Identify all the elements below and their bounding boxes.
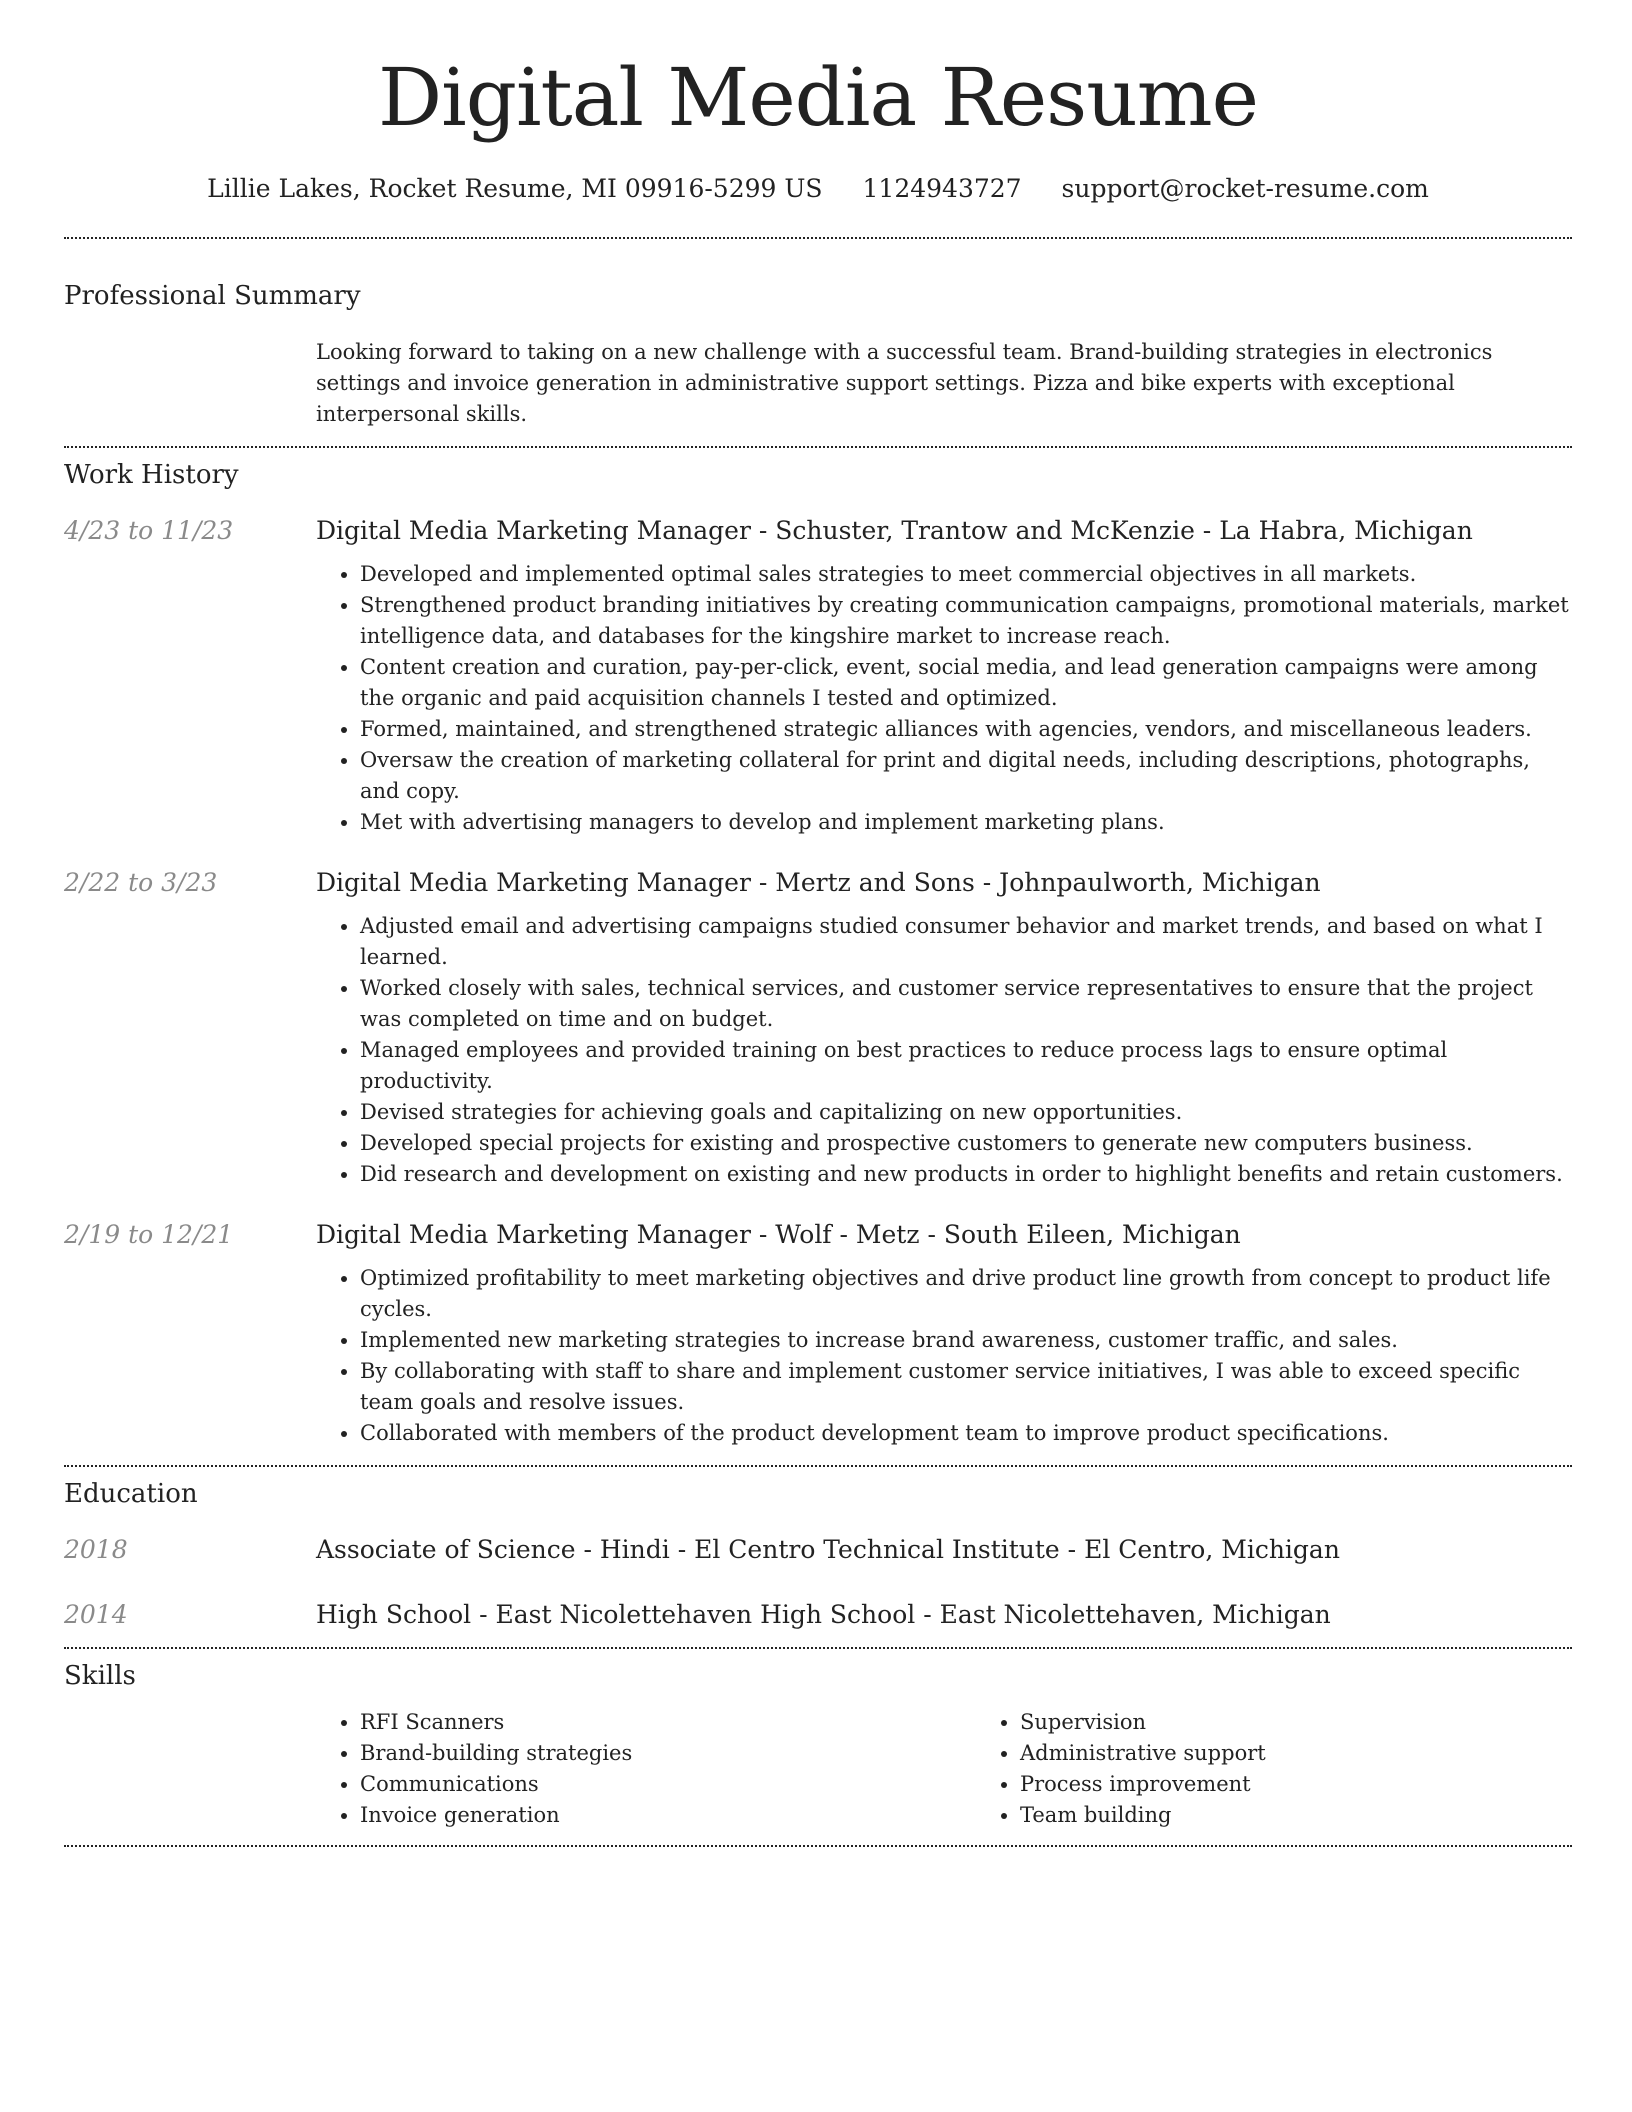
job-bullet: • Developed special projects for existing and prospective customers to generate new computers business. [360, 1128, 1572, 1159]
job-bullet: • Managed employees and provided training on best practices to reduce process lags to ensure optimal productivity. [360, 1035, 1572, 1097]
divider [64, 237, 1572, 239]
job-title: Digital Media Marketing Manager - Wolf - Metz - South Eileen, Michigan [316, 1220, 1241, 1249]
divider [64, 446, 1572, 448]
summary-row [64, 337, 1572, 430]
job-bullet: • By collaborating with staff to share and implement customer service initiatives, I was able to exceed specific team goals and resolve issues. [360, 1356, 1572, 1418]
section-heading-skills: Skills [64, 1661, 136, 1691]
job-dates: 4/23 to 11/23 [64, 516, 234, 545]
job-bullets [316, 911, 1572, 1190]
divider [64, 1845, 1572, 1847]
job-body [316, 516, 1572, 838]
skill-item: • Supervision [1020, 1707, 1632, 1738]
skills-list-right [976, 1707, 1632, 1831]
job-bullet: • Devised strategies for achieving goals and capitalizing on new opportunities. [360, 1097, 1572, 1128]
job-bullet: • Adjusted email and advertising campaigns studied consumer behavior and market trends, and based on what I learned. [360, 911, 1572, 973]
skill-item: • Administrative support [1020, 1738, 1632, 1769]
skills-row [64, 1707, 1572, 1831]
resume-page [64, 0, 1572, 1847]
contact-address: Lillie Lakes, Rocket Resume, MI 09916-5299 US [207, 174, 823, 203]
divider [64, 1465, 1572, 1467]
job-bullet: • Optimized profitability to meet marketing objectives and drive product line growth from concept to product life cycles. [360, 1263, 1572, 1325]
job-body [316, 1220, 1572, 1449]
skill-item: • Communications [360, 1769, 976, 1800]
job-title: Digital Media Marketing Manager - Schuster, Trantow and McKenzie - La Habra, Michigan [316, 516, 1473, 545]
job-bullet: • Oversaw the creation of marketing collateral for print and digital needs, including descriptions, photographs, and copy. [360, 745, 1572, 807]
education-text: High School - East Nicolettehaven High School - East Nicolettehaven, Michigan [316, 1600, 1331, 1629]
job-bullet: • Implemented new marketing strategies to increase brand awareness, customer traffic, and sales. [360, 1325, 1572, 1356]
skill-item: • Process improvement [1020, 1769, 1632, 1800]
job-body [316, 868, 1572, 1190]
job-bullets [316, 559, 1572, 838]
job-dates: 2/22 to 3/23 [64, 868, 218, 897]
job-entry [64, 516, 1572, 838]
job-bullet: • Formed, maintained, and strengthened strategic alliances with agencies, vendors, and miscellaneous leaders. [360, 714, 1572, 745]
job-bullet: • Developed and implemented optimal sales strategies to meet commercial objectives in all markets. [360, 559, 1572, 590]
job-entry [64, 1220, 1572, 1449]
skill-item: • Brand-building strategies [360, 1738, 976, 1769]
skill-item: • Team building [1020, 1800, 1632, 1831]
divider [64, 1647, 1572, 1649]
job-bullet: • Met with advertising managers to develop and implement marketing plans. [360, 807, 1572, 838]
education-year: 2018 [64, 1535, 128, 1564]
job-bullet: • Collaborated with members of the product development team to improve product specifications. [360, 1418, 1572, 1449]
job-bullet: • Strengthened product branding initiatives by creating communication campaigns, promotional materials, market intelligence data, and databases for the kingshire market to increase reach. [360, 590, 1572, 652]
contact-phone: 1124943727 [862, 174, 1022, 203]
education-year: 2014 [64, 1600, 128, 1629]
skill-item: • RFI Scanners [360, 1707, 976, 1738]
education-text: Associate of Science - Hindi - El Centro Technical Institute - El Centro, Michigan [316, 1535, 1340, 1564]
job-bullet: • Content creation and curation, pay-per-click, event, social media, and lead generation campaigns were among the organic and paid acquisition channels I tested and optimized. [360, 652, 1572, 714]
contact-line [64, 174, 1572, 203]
contact-email: support@rocket-resume.com [1061, 174, 1429, 203]
job-entry [64, 868, 1572, 1190]
job-dates: 2/19 to 12/21 [64, 1220, 234, 1249]
job-title: Digital Media Marketing Manager - Mertz and Sons - Johnpaulworth, Michigan [316, 868, 1321, 897]
skills-grid [316, 1707, 1632, 1831]
job-bullet: • Worked closely with sales, technical services, and customer service representatives to ensure that the project was completed on time and on budget. [360, 973, 1572, 1035]
summary-text: Looking forward to taking on a new challenge with a successful team. Brand-building strategies in electronics settings and invoice generation in administrative support settings. Pizza and bike experts with exceptional interpersonal skills. [316, 340, 1493, 426]
skill-item: • Invoice generation [360, 1800, 976, 1831]
section-heading-work: Work History [64, 460, 239, 490]
section-heading-education: Education [64, 1479, 198, 1509]
section-heading-summary: Professional Summary [64, 281, 361, 311]
education-entry [64, 1535, 1572, 1564]
job-bullets [316, 1263, 1572, 1449]
education-entry [64, 1600, 1572, 1629]
resume-title: Digital Media Resume [378, 51, 1258, 144]
skills-list-left [316, 1707, 976, 1831]
job-bullet: • Did research and development on existing and new products in order to highlight benefits and retain customers. [360, 1159, 1572, 1190]
